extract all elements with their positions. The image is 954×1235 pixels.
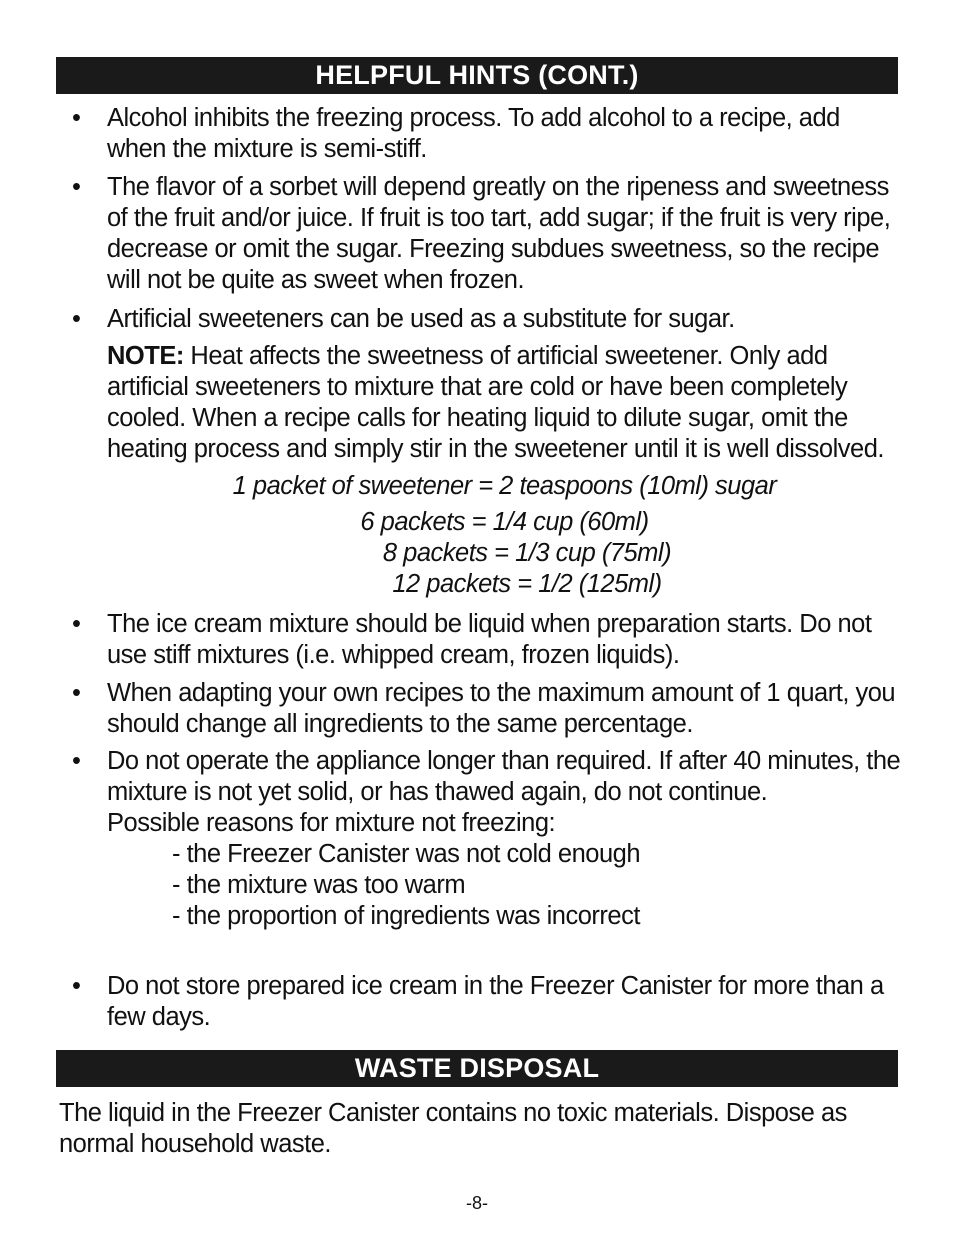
reasons-intro: Possible reasons for mixture not freezing:	[107, 809, 556, 837]
hint-store-text: Do not store prepared ice cream in the Freezer Canister for more than a few days.	[107, 972, 884, 1031]
hint-alcohol-text: Alcohol inhibits the freezing process. To add alcohol to a recipe, add when the mixture is semi-stiff.	[107, 104, 840, 163]
conversion-line: 1 packet of sweetener = 2 teaspoons (10ml) sugar	[232, 472, 777, 500]
hint-operate-text: Do not operate the appliance longer than required. If after 40 minutes, the mixture is not yet solid, or has thawed again, do not continue.	[107, 747, 901, 806]
hint-storage	[72, 971, 902, 1033]
reason-item: - the mixture was too warm	[172, 871, 466, 899]
hint-operating-time	[72, 746, 902, 932]
conversion-line: 6 packets = 1/4 cup (60ml)	[360, 508, 649, 536]
hint-sorbet	[72, 172, 902, 296]
bullet-icon: •	[72, 972, 81, 1000]
reason-item: - the proportion of ingredients was incorrect	[172, 902, 640, 930]
bullet-icon: •	[72, 610, 81, 638]
hint-adapting-recipes	[72, 678, 902, 740]
bullet-icon: •	[72, 173, 81, 201]
bullet-icon: •	[72, 747, 81, 775]
hint-artificial-text: Artificial sweeteners can be used as a substitute for sugar.	[107, 305, 735, 333]
conversion-line: 8 packets = 1/3 cup (75ml)	[382, 539, 672, 567]
reasons-list	[107, 839, 902, 932]
waste-disposal-text: The liquid in the Freezer Canister contains no toxic materials. Dispose as normal household waste.	[59, 1099, 847, 1158]
hint-liquid-mixture	[72, 609, 902, 671]
note-paragraph	[107, 341, 902, 465]
hint-sorbet-text: The flavor of a sorbet will depend greatly on the ripeness and sweetness of the fruit and/or juice. If fruit is too tart, add sugar; if the fruit is very ripe, decrease or omit the sugar. Freezing subdues sweetness, so the recipe will not be quite as sweet when frozen.	[107, 173, 891, 294]
hint-artificial-sweeteners	[72, 304, 902, 600]
hint-liquid-text: The ice cream mixture should be liquid when preparation starts. Do not use stiff mixtures (i.e. whipped cream, frozen liquids).	[107, 610, 872, 669]
section-header-waste-disposal: WASTE DISPOSAL	[56, 1050, 898, 1087]
conversion-line: 12 packets = 1/2 (125ml)	[392, 570, 662, 598]
bullet-icon: •	[72, 305, 81, 333]
bullet-icon: •	[72, 679, 81, 707]
section-header-helpful-hints: HELPFUL HINTS (CONT.)	[56, 57, 898, 94]
hint-alcohol	[72, 103, 902, 165]
note-text: Heat affects the sweetness of artificial sweetener. Only add artificial sweeteners to mixture that are cold or have been completely cooled. When a recipe calls for heating liquid to dilute sugar, omit the heating process and simply stir in the sweetener until it is well dissolved.	[107, 342, 884, 463]
reason-item: - the Freezer Canister was not cold enough	[172, 840, 641, 868]
page-number: -8-	[466, 1193, 488, 1213]
note-label: NOTE:	[107, 342, 184, 370]
hint-adapting-text: When adapting your own recipes to the maximum amount of 1 quart, you should change all ingredients to the same percentage.	[107, 679, 896, 738]
bullet-icon: •	[72, 104, 81, 132]
conversion-table	[107, 471, 902, 600]
